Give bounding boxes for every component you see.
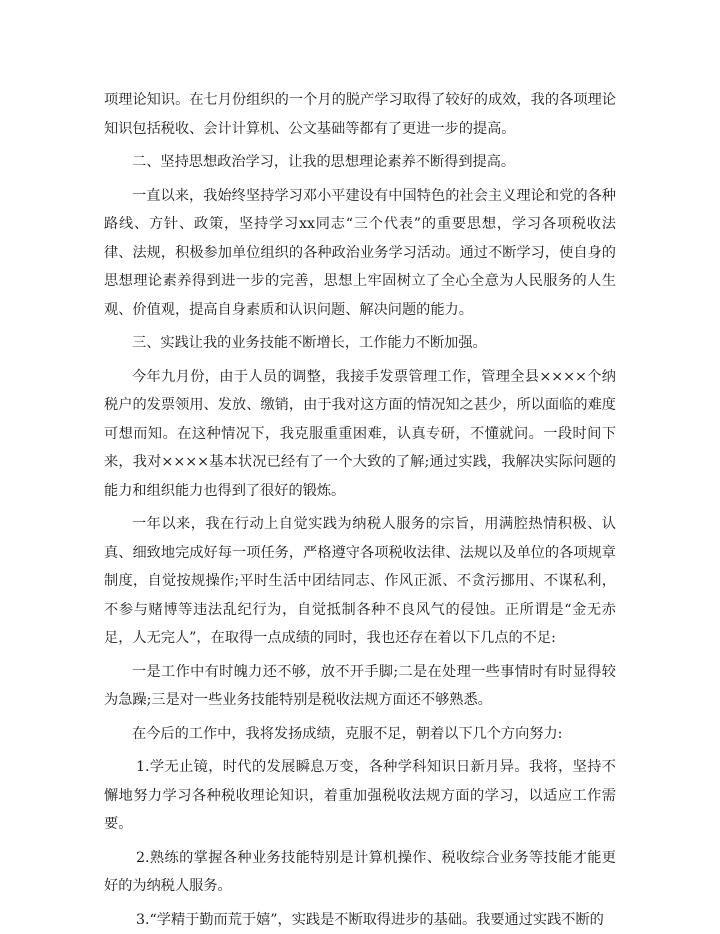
paragraph-future-directions: 在今后的工作中，我将发扬成绩，克服不足，朝着以下几个方向努力: xyxy=(104,720,616,749)
document-page xyxy=(104,86,616,934)
paragraph-theory-knowledge: 项理论知识。在七月份组织的一个月的脱产学习取得了较好的成效，我的各项理论知识包括税收、会计计算机、公文基础等都有了更进一步的提高。 xyxy=(104,86,616,143)
paragraph-year-review: 一年以来，我在行动上自觉实践为纳税人服务的宗旨，用满腔热情积极、认真、细致地完成好每一项任务，严格遵守各项税收法律、法规以及单位的各项规章制度，自觉按规操作;平时生活中团结同志、作风正派、不贪污挪用、不谋私利，不参与赌博等违法乱纪行为，自觉抵制各种不良风气的侵蚀。正所谓是“金无赤足，人无完人”，在取得一点成绩的同时，我也还存在着以下几点的不足: xyxy=(104,510,616,653)
list-item-1: 1.学无止镜，时代的发展瞬息万变，各种学科知识日新月异。我将，坚持不懈地努力学习各种税收理论知识，着重加强税收法规方面的学习，以适应工作需要。 xyxy=(104,753,616,839)
heading-practice-skills: 三、实践让我的业务技能不断增长，工作能力不断加强。 xyxy=(104,329,616,358)
paragraph-invoice-management: 今年九月份，由于人员的调整，我接手发票管理工作，管理全县××××个纳税户的发票领用、发放、缴销，由于我对这方面的情况知之甚少，所以面临的难度可想而知。在这种情况下，我克服重重困难，认真专研，不懂就问。一段时间下来，我对××××基本状况已经有了一个大致的了解;通过实践，我解决实际问题的能力和组织能力也得到了很好的锻炼。 xyxy=(104,363,616,506)
list-item-3: 3.“学精于勤而荒于嬉”，实践是不断取得进步的基础。我要通过实践不断的 xyxy=(104,906,616,934)
list-item-2: 2.熟练的掌握各种业务技能特别是计算机操作、税收综合业务等技能才能更好的为纳税人服务。 xyxy=(104,844,616,901)
paragraph-shortcomings: 一是工作中有时魄力还不够，放不开手脚;二是在处理一些事情时有时显得较为急躁;三是对一些业务技能特别是税收法规方面还不够熟悉。 xyxy=(104,658,616,715)
paragraph-political-study: 一直以来，我始终坚持学习邓小平建设有中国特色的社会主义理论和党的各种路线、方针、政策，坚持学习xx同志“三个代表”的重要思想，学习各项税收法律、法规，积极参加单位组织的各种政治业务学习活动。通过不断学习，使自身的思想理论素养得到进一步的完善，思想上牢固树立了全心全意为人民服务的人生观、价值观，提高自身素质和认识问题、解决问题的能力。 xyxy=(104,182,616,325)
heading-political-study: 二、坚持思想政治学习，让我的思想理论素养不断得到提高。 xyxy=(104,148,616,177)
